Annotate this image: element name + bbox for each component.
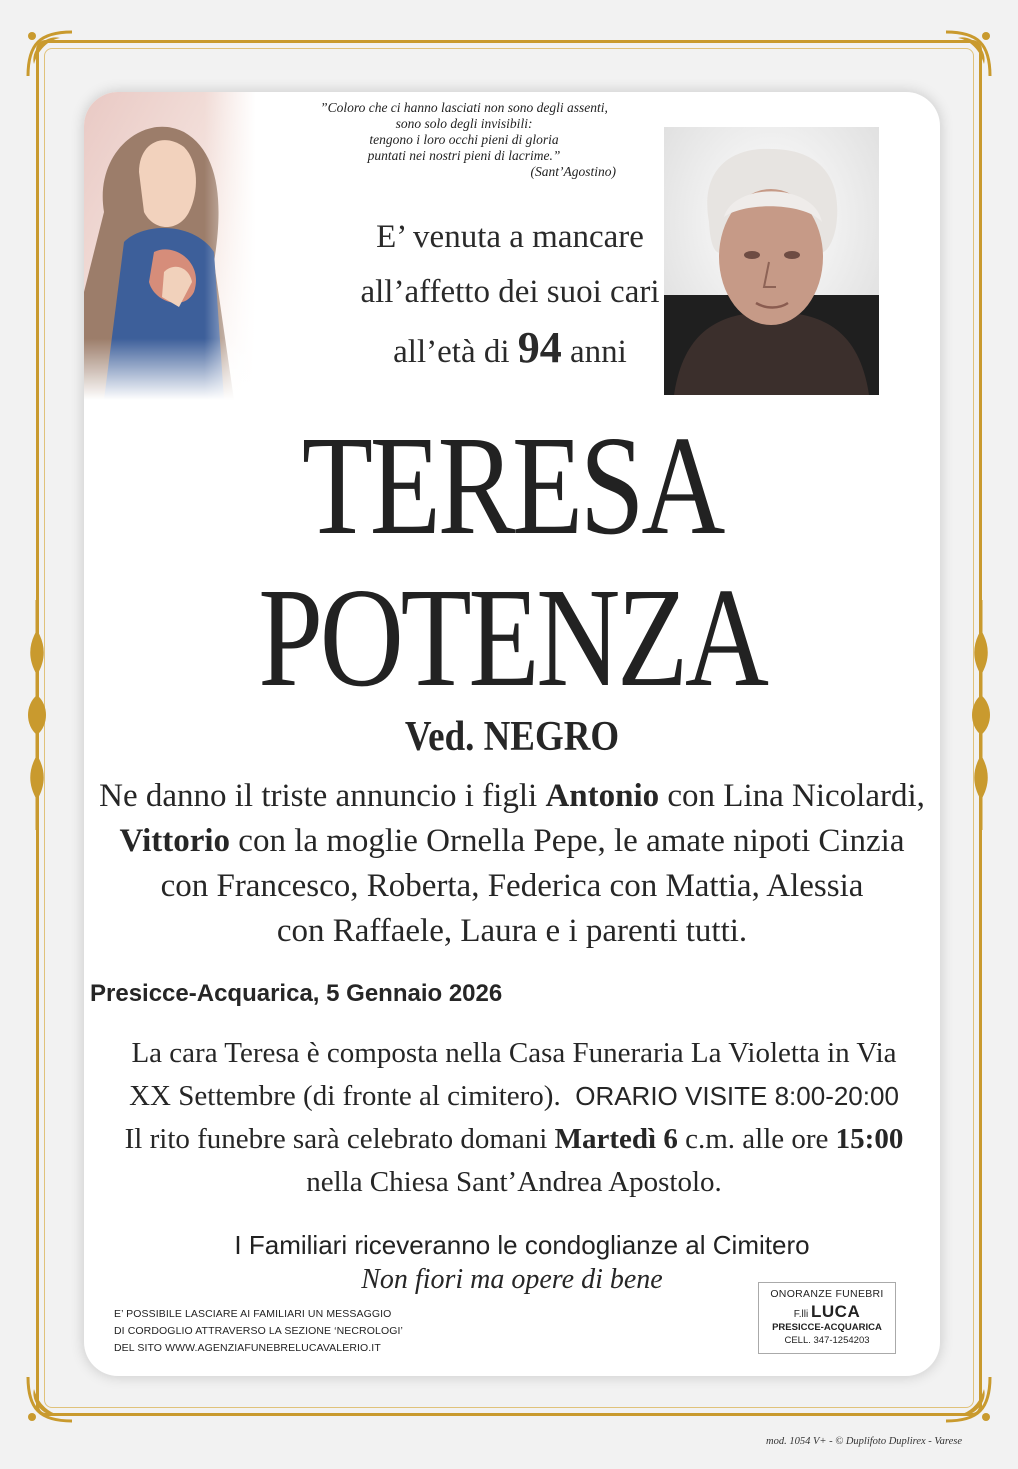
place-date: Presicce-Acquarica, 5 Gennaio 2026 <box>90 980 503 1007</box>
widow-of: Ved. NEGRO <box>404 714 620 760</box>
visit-hours: ORARIO VISITE 8:00-20:00 <box>575 1081 899 1111</box>
funeral-details <box>124 1032 904 1204</box>
details-line: Il rito funebre sarà celebrato domani Martedì 6 c.m. alle ore 15:00 <box>124 1123 904 1155</box>
son-name: Vittorio <box>119 823 231 859</box>
obituary-card <box>84 92 940 1376</box>
age-prefix: all’età di <box>393 334 510 370</box>
intro-line: all’affetto dei suoi cari <box>360 274 660 310</box>
corner-ornament-icon <box>938 1369 998 1429</box>
quote <box>294 100 634 180</box>
madonna-image <box>84 92 256 400</box>
side-ornament-icon <box>24 600 50 830</box>
deceased-first-name: TERESA <box>301 406 723 564</box>
agency-label: ONORANZE FUNEBRI <box>770 1288 884 1300</box>
deceased-last-name: POTENZA <box>258 558 766 716</box>
announcement-line: con Raffaele, Laura e i parenti tutti. <box>276 913 748 949</box>
details-line: nella Chiesa Sant’Andrea Apostolo. <box>306 1166 722 1198</box>
funeral-agency-box <box>758 1282 896 1354</box>
agency-name: F.lli LUCA <box>793 1302 861 1321</box>
corner-ornament-icon <box>938 24 998 84</box>
announcement <box>94 774 930 954</box>
quote-line: tengono i loro occhi pieni di gloria <box>369 132 559 147</box>
age-suffix: anni <box>570 334 627 370</box>
funeral-day: Martedì 6 <box>554 1123 678 1155</box>
print-model-note: mod. 1054 V+ - © Duplifoto Duplirex - Varese <box>766 1436 962 1447</box>
announcement-line: con Francesco, Roberta, Federica con Mattia, Alessia <box>160 868 864 904</box>
corner-ornament-icon <box>20 24 80 84</box>
quote-line: sono solo degli invisibili: <box>395 116 533 131</box>
quote-line: ”Coloro che ci hanno lasciati non sono degli assenti, <box>320 100 608 115</box>
website-note: E’ POSSIBILE LASCIARE AI FAMILIARI UN MESSAGGIO DI CORDOGLIO ATTRAVERSO LA SEZIONE ‘NECROLOGI’ DEL SITO WWW.AGENZIAFUNEBRELUCAVALERIO.IT <box>114 1308 403 1354</box>
side-ornament-icon <box>968 600 994 830</box>
quote-line: puntati nei nostri pieni di lacrime.” <box>367 148 561 163</box>
portrait-image <box>664 127 879 395</box>
portrait-photo <box>664 127 879 395</box>
announcement-line: Vittorio con la moglie Ornella Pepe, le amate nipoti Cinzia <box>119 823 905 859</box>
quote-author: (Sant’Agostino) <box>530 164 616 179</box>
no-flowers-note: Non fiori ma opere di bene <box>361 1264 663 1295</box>
son-name: Antonio <box>545 778 660 814</box>
details-line: La cara Teresa è composta nella Casa Funeraria La Violetta in Via <box>131 1037 897 1069</box>
agency-phone: CELL. 347-1254203 <box>784 1335 870 1346</box>
condolences-note: I Familiari riceveranno le condoglianze al Cimitero <box>234 1230 810 1260</box>
age-value: 94 <box>517 323 562 372</box>
funeral-time: 15:00 <box>835 1123 904 1155</box>
agency-city: PRESICCE-ACQUARICA <box>772 1322 882 1333</box>
announcement-line: Ne danno il triste annuncio i figli Antonio con Lina Nicolardi, <box>99 778 925 814</box>
details-line: XX Settembre (di fronte al cimitero). ORARIO VISITE 8:00-20:00 <box>129 1080 899 1112</box>
intro-line: E’ venuta a mancare <box>376 219 644 255</box>
corner-ornament-icon <box>20 1369 80 1429</box>
